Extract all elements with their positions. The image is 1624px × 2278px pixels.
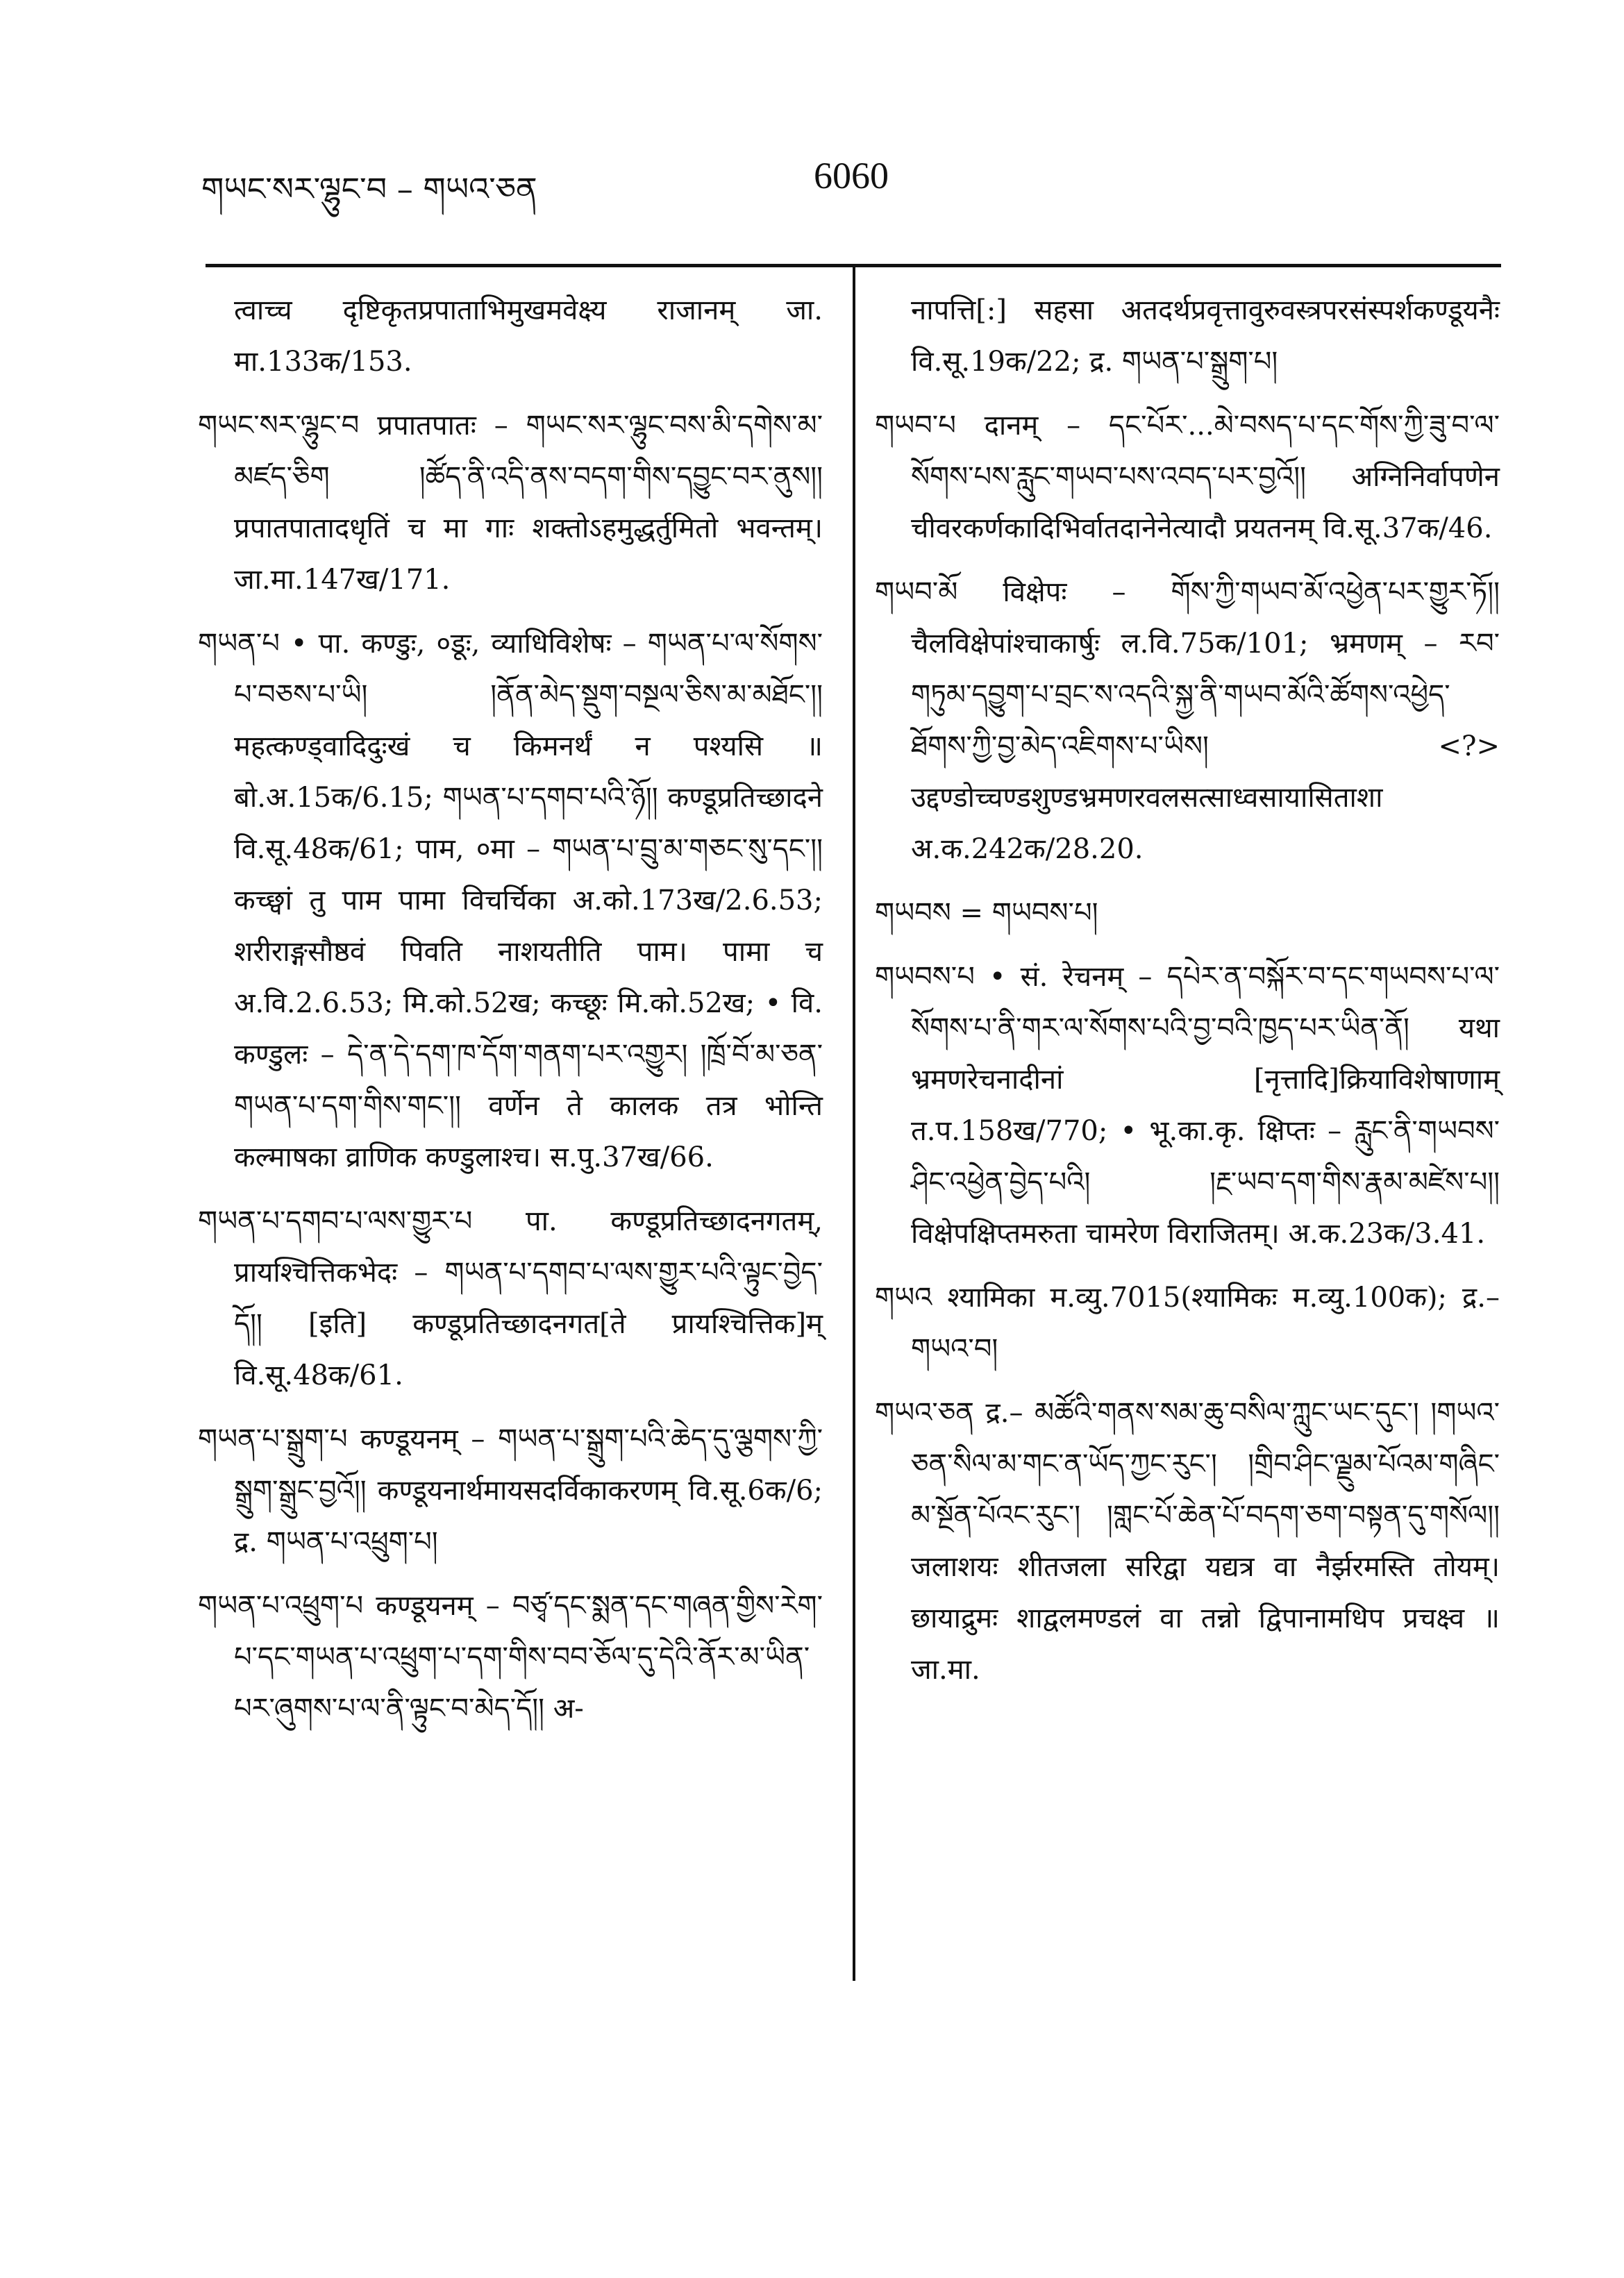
dictionary-entry: གཡན་པ་སྒྲུག་པ कण्डूयनम् – གཡན་པ་སྒྲུག་པའི་ཆེད་དུ་ལྕགས་ཀྱི་སྒྲུག་སྒྲུང་བྱའོ།། कण्डूयनार्थमायसदर्विकाकरणम् वि.सू.6क/6; द्र. གཡན་པ་འཕྲུག་པ།	[198, 1423, 823, 1558]
dictionary-entry: གཡབ་མོ विक्षेपः – གོས་ཀྱི་གཡབ་མོ་འཕྱེན་པར་གྱུར་ཏོ།། चैलविक्षेपांश्चाकार्षुः ल.वि.75क/101; भ्रमणम् – རབ་གཏུམ་དབྱུག་པ་བྲང་ས་འདའི་སྐྱ་ནི་གཡབ་མོའི་ཚོགས་འཕྱེད་ཐོགས་ཀྱི་བྱ་མེད་འཇིགས་པ་ཡིས། <?> उद्दण्डोच्चण्डशुण्डभ्रमणरवलसत्साध्वसायासिताशा अ.क.242क/28.20.	[875, 576, 1500, 865]
dictionary-entry: གཡན་པ་དགབ་པ་ལས་གྱུར་པ पा. कण्डूप्रतिच्छादनगतम्, प्रायश्चित्तिकभेदः – གཡན་པ་དགབ་པ་ལས་གྱུར་པའི་ལྟུང་བྱེད་དོ།། [इति] कण्डूप्रतिच्छादनगत[ते प्रायश्चित्तिक]म् वि.सू.48क/61.	[198, 1205, 823, 1391]
left-column	[198, 285, 823, 1747]
dictionary-entry: त्वाच्च दृष्टिकृतप्रपाताभिमुखमवेक्ष्य राजानम् जा. मा.133क/153.	[234, 294, 823, 378]
dictionary-entry: གཡའ श्यामिका म.व्यु.7015(श्यामिकः म.व्यु.100क); द्र.– གཡའ་བ།	[875, 1282, 1500, 1365]
dictionary-entry: གཡན་པ་འཕྲུག་པ कण्डूयनम् – བཙྭ་དང་སྨན་དང་གཞན་གྱིས་རེག་པ་དང་གཡན་པ་འཕྲུག་པ་དག་གིས་བབ་ཅོལ་དུ་དེའི་ནོར་མ་ཡིན་པར་ཞུགས་པ་ལ་ནི་ལྟུང་བ་མེད་དོ།། अ-	[198, 1590, 823, 1725]
page-number: 6060	[814, 155, 889, 196]
running-head: གཡང་སར་ལྷུང་བ – གཡའ་ཅན	[201, 170, 537, 208]
dictionary-entry: नापत्ति[:] सहसा अतदर्थप्रवृत्तावुरुवस्त्रपरसंस्पर्शकण्डूयनैः वि.सू.19क/22; द्र. གཡན་པ་སྒྲུག་པ།	[911, 294, 1500, 378]
dictionary-entry: གཡའ་ཅན द्र.– མཚོའི་གནས་སམ་ཆུ་བསིལ་ཀླུང་ཡང་དུང་། །གཡའ་ཅན་སིལ་མ་གང་ན་ཡོད་ཀྱང་རུང་། །གྲིབ་ཤིང་ལྗུམ་པོའམ་གཞིང་མ་སྔོན་པོའང་རུང་། །གླང་པོ་ཆེན་པོ་བདག་ཅག་བསྟན་དུ་གསོལ།། जलाशयः शीतजला सरिद्वा यद्यत्र वा नैर्झरमस्ति तोयम्। छायाद्रुमः शाद्वलमण्डलं वा तन्नो द्विपानामधिप प्रचक्ष्व ॥ जा.मा.	[875, 1397, 1500, 1686]
dictionary-entry: གཡབ་པ दानम् – དང་པོར་...མེ་བསད་པ་དང་གོས་ཀྱི་ཟུ་བ་ལ་སོགས་པས་རླུང་གཡབ་པས་འབད་པར་བྱའོ།། अग्निनिर्वापणेन चीवरकर्णकादिभिर्वातदानेनेत्यादौ प्रयतनम् वि.सू.37क/46.	[875, 410, 1500, 544]
dictionary-entry: གཡང་སར་ལྷུང་བ प्रपातपातः – གཡང་སར་ལྷུང་བས་མི་དགེས་མ་མཛད་ཅིག །ཚོད་ནི་འདི་ནས་བདག་གིས་དབྱུང་བར་ནུས།། प्रपातपातादधृतिं च मा गाः शक्तोऽहमुद्धर्तुमितो भवन्तम्। जा.मा.147ख/171.	[198, 410, 823, 596]
right-column	[875, 285, 1500, 1708]
column-divider	[853, 266, 855, 1981]
dictionary-entry: གཡབས = གཡབས་པ།	[875, 897, 1098, 929]
dictionary-entry: གཡན་པ • पा. कण्डुः, ०डूः, व्याधिविशेषः – གཡན་པ་ལ་སོགས་པ་བཅས་པ་ཡི། །ནོན་མེད་སྡུག་བསྔལ་ཅིས་མ་མཐོང་།། महत्कण्ड्वादिदुःखं च किमनर्थं न पश्यसि ॥ बो.अ.15क/6.15; གཡན་པ་དགབ་པའི་ཉོ།། कण्डूप्रतिच्छादने वि.सू.48क/61; पाम, ०मा – གཡན་པ་བྲུ་མ་གཅང་སུ་དང་།། कच्छ्वां तु पाम पामा विचर्चिका अ.को.173ख/2.6.53; शरीराङ्गसौष्ठवं पिवति नाशयतीति पाम। पामा च अ.वि.2.6.53; मि.को.52ख; कच्छूः मि.को.52ख; • वि. कण्डुलः – དེ་ན་དེ་དག་ཁ་དོག་གནག་པར་འགྱུར། །ཁྲོ་བོ་མ་ཅན་གཡན་པ་དག་གིས་གང་།། वर्णेन ते कालक तत्र भोन्ति कल्माषका व्राणिक कण्डुलाश्च। स.पु.37ख/66.	[198, 628, 823, 1173]
dictionary-entry: གཡབས་པ • सं. रेचनम् – དཔེར་ན་བསྐོར་བ་དང་གཡབས་པ་ལ་སོགས་པ་ནི་གར་ལ་སོགས་པའི་བྱ་བའི་ཁྱད་པར་ཡིན་ནོ། यथा भ्रमणरेचनादीनां [नृत्तादि]क्रियाविशेषाणाम् त.प.158ख/770; • भू.का.कृ. क्षिप्तः – རླུང་ནི་གཡབས་ཤིང་འཕྱེན་བྱེད་པའི། །རྔ་ཡབ་དག་གིས་རྣམ་མཛེས་པ།། विक्षेपक्षिप्तमरुता चामरेण विराजितम्। अ.क.23क/3.41.	[875, 961, 1500, 1250]
